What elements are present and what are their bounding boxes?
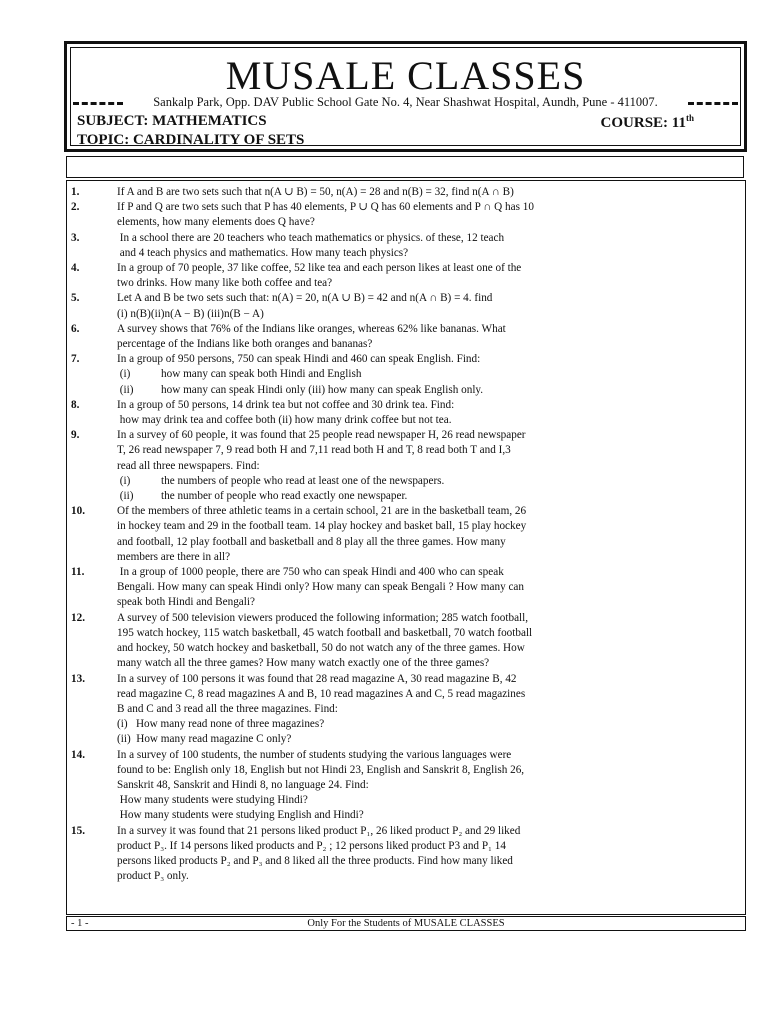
question-subpart <box>117 367 647 382</box>
question-line: If A and B are two sets such that n(A ∪ B) = 50, n(A) = 28 and n(B) = 32, find n(A ∩ B) <box>117 186 514 198</box>
subpart-label: (ii) <box>117 383 134 396</box>
question-item <box>67 261 647 291</box>
question-number: 6. <box>71 322 80 335</box>
question-line: Sanskrit 48, Sanskrit and Hindi 8, no language 24. Find: <box>117 778 369 791</box>
question-item <box>67 322 647 352</box>
question-line: members are there in all? <box>117 550 231 563</box>
question-line: A survey of 500 television viewers produced the following information; 285 watch football, <box>117 611 529 624</box>
question-line: If P and Q are two sets such that P has 40 elements, P ∪ Q has 60 elements and P ∩ Q has 10 <box>117 201 534 214</box>
question-item <box>67 504 647 565</box>
question-subpart <box>117 489 647 504</box>
question-line: T, 26 read newspaper 7, 9 read both H and 7,11 read both H and T, 8 read both T and I,3 <box>117 444 511 457</box>
question-line: Bengali. How many can speak Hindi only? How many can speak Bengali ? How many can <box>117 581 524 594</box>
brand-title: MUSALE CLASSES <box>225 53 586 98</box>
question-line: (i) n(B)(ii)n(A − B) (iii)n(B − A) <box>117 307 264 320</box>
address-line: Sankalp Park, Opp. DAV Public School Gate No. 4, Near Shashwat Hospital, Aundh, Pune - 411007. <box>153 95 658 109</box>
letterhead-inner-border <box>70 47 741 146</box>
question-line: In a school there are 20 teachers who teach mathematics or physics. of these, 12 teach <box>117 231 505 244</box>
question-line: product P₃. If 14 persons liked products and P₂ ; 12 persons liked product P3 and P₁ 14 <box>117 839 506 852</box>
subject-label: SUBJECT: MATHEMATICS <box>77 113 267 129</box>
subpart-text: the number of people who read exactly one newspaper. <box>161 490 408 503</box>
subpart-text: the numbers of people who read at least one of the newspapers. <box>161 474 445 487</box>
question-number: 11. <box>71 566 85 579</box>
question-item <box>67 231 647 261</box>
address-row <box>73 94 738 110</box>
question-number: 5. <box>71 292 80 305</box>
question-line: and hockey, 50 watch hockey and basketball, 50 do not watch any of the three games. How <box>117 642 525 655</box>
question-line: and 4 teach physics and mathematics. How many teach physics? <box>117 246 409 259</box>
subpart-text: how many can speak Hindi only (iii) how many can speak English only. <box>161 383 484 396</box>
question-line: found to be: English only 18, English but not Hindi 23, English and Sanskrit 8, English 26, <box>117 763 525 776</box>
question-line: In a group of 50 persons, 14 drink tea but not coffee and 30 drink tea. Find: <box>117 398 455 411</box>
question-number: 9. <box>71 429 80 442</box>
course-label <box>601 113 694 132</box>
question-number: 3. <box>71 231 80 244</box>
page-number: - 1 - <box>71 918 89 929</box>
letterhead <box>64 41 747 152</box>
question-line: many watch all the three games? How many watch exactly one of the three games? <box>117 657 490 670</box>
question-line: elements, how many elements does Q have? <box>117 216 315 229</box>
question-line: in hockey team and 29 in the football team. 14 play hockey and basket ball, 15 play hockey <box>117 520 527 533</box>
question-item <box>67 185 647 200</box>
question-item <box>67 748 647 824</box>
question-number: 1. <box>71 186 80 198</box>
question-line: In a survey of 100 persons it was found that 28 read magazine A, 30 read magazine B, 42 <box>117 672 517 685</box>
question-line: Let A and B be two sets such that: n(A) = 20, n(A ∪ B) = 42 and n(A ∩ B) = 4. find <box>117 292 493 305</box>
question-line: 195 watch hockey, 115 watch basketball, 45 watch football and basketball, 70 watch football <box>117 626 533 639</box>
question-line: In a survey it was found that 21 persons liked product P₁, 26 liked product P₂ and 29 liked <box>117 824 521 837</box>
question-line: percentage of the Indians like both oranges and bananas? <box>117 338 373 351</box>
questions-box <box>66 180 746 915</box>
question-item <box>67 611 647 672</box>
question-subpart <box>117 474 647 489</box>
question-line: In a group of 1000 people, there are 750 who can speak Hindi and 400 who can speak <box>117 566 504 579</box>
question-line: two drinks. How many like both coffee and tea? <box>117 277 333 290</box>
question-item <box>67 428 647 504</box>
question-line: How many students were studying English and Hindi? <box>117 809 364 822</box>
question-line: and football, 12 play football and basketball and 8 play all the three games. How many <box>117 535 506 548</box>
question-line: A survey shows that 76% of the Indians like oranges, whereas 62% like bananas. What <box>117 322 506 335</box>
blank-band <box>66 156 744 178</box>
question-line: B and C and 3 read all the three magazines. Find: <box>117 702 338 715</box>
question-item <box>67 291 647 321</box>
topic-label: TOPIC: CARDINALITY OF SETS <box>77 132 305 148</box>
question-number: 14. <box>71 748 85 761</box>
question-line: persons liked products P₂ and P₃ and 8 liked all the three products. Find how many liked <box>117 854 513 867</box>
question-line: In a group of 950 persons, 750 can speak Hindi and 460 can speak English. Find: <box>117 353 481 366</box>
question-line: In a survey of 100 students, the number of students studying the various languages were <box>117 748 512 761</box>
question-number: 13. <box>71 672 85 685</box>
question-number: 10. <box>71 505 85 518</box>
subpart-label: (i) <box>117 368 131 381</box>
question-list <box>67 185 647 884</box>
question-number: 15. <box>71 824 85 837</box>
question-line: speak both Hindi and Bengali? <box>117 596 255 609</box>
question-line: read all three newspapers. Find: <box>117 459 260 472</box>
question-number: 7. <box>71 353 80 366</box>
question-line: In a group of 70 people, 37 like coffee, 52 like tea and each person likes at least one of the <box>117 262 522 275</box>
question-number: 8. <box>71 398 80 411</box>
question-item <box>67 565 647 611</box>
question-line: Of the members of three athletic teams in a certain school, 21 are in the basketball team, 26 <box>117 505 527 518</box>
question-line: product P₃ only. <box>117 870 189 883</box>
question-item <box>67 672 647 748</box>
dashed-divider-right <box>688 102 738 105</box>
question-number: 2. <box>71 201 80 214</box>
question-line: In a survey of 60 people, it was found that 25 people read newspaper H, 26 read newspaper <box>117 429 526 442</box>
question-line: How many students were studying Hindi? <box>117 794 308 807</box>
subpart-text: how many can speak both Hindi and English <box>161 368 362 381</box>
question-item <box>67 200 647 230</box>
course-text: COURSE: 11 <box>600 115 686 131</box>
question-item <box>67 398 647 428</box>
question-line: how may drink tea and coffee both (ii) how many drink coffee but not tea. <box>117 414 452 427</box>
question-line: (ii) How many read magazine C only? <box>117 733 292 746</box>
question-line: read magazine C, 8 read magazines A and B, 10 read magazines A and C, 5 read magazines <box>117 687 526 700</box>
footer <box>66 916 746 931</box>
question-number: 12. <box>71 611 85 624</box>
question-item <box>67 824 647 885</box>
course-superscript: th <box>685 113 694 123</box>
question-item <box>67 352 647 398</box>
subpart-label: (i) <box>117 474 131 487</box>
question-subpart <box>117 383 647 398</box>
footer-text: Only For the Students of MUSALE CLASSES <box>307 918 505 929</box>
subpart-label: (ii) <box>117 490 134 503</box>
question-line: (i) How many read none of three magazines? <box>117 718 325 731</box>
question-number: 4. <box>71 262 80 275</box>
